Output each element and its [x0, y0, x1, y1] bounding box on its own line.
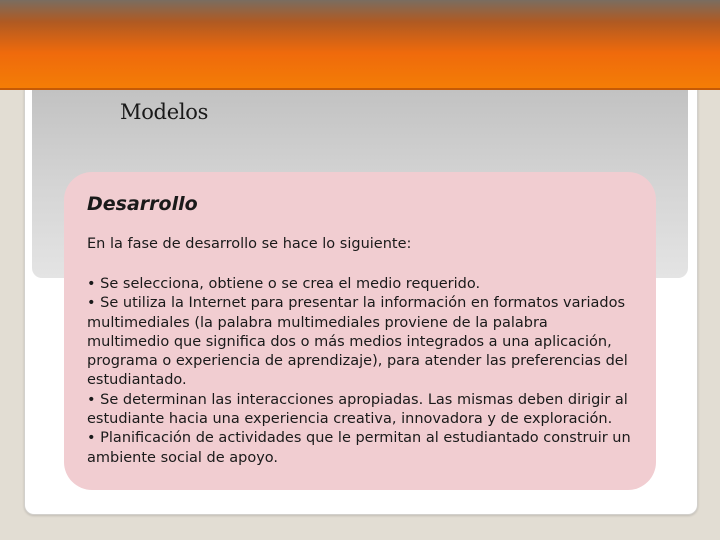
header-bar [0, 0, 720, 90]
bullet-list [87, 275, 633, 468]
section-heading: Desarrollo [87, 193, 198, 215]
bullet-item: • Planificación de actividades que le permitan al estudiantado construir un ambiente social de apoyo. [87, 430, 631, 466]
slide-title: Modelos [120, 100, 209, 124]
bullet-item: • Se determinan las interacciones apropiadas. Las mismas deben dirigir al estudiante hacia una experiencia creativa, innovadora y de exploración. [87, 391, 628, 428]
bullet-item: • Se selecciona, obtiene o se crea el medio requerido. [87, 276, 481, 292]
section-intro: En la fase de desarrollo se hace lo siguiente: [87, 236, 412, 252]
bullet-item: • Se utiliza la Internet para presentar la información en formatos variados multimediales (la palabra multimediales proviene de la palabra multimedio que significa dos o más medios integrados a una aplicación, programa o experiencia de aprendizaje), para atender las preferencias del estudiantado. [87, 295, 628, 389]
